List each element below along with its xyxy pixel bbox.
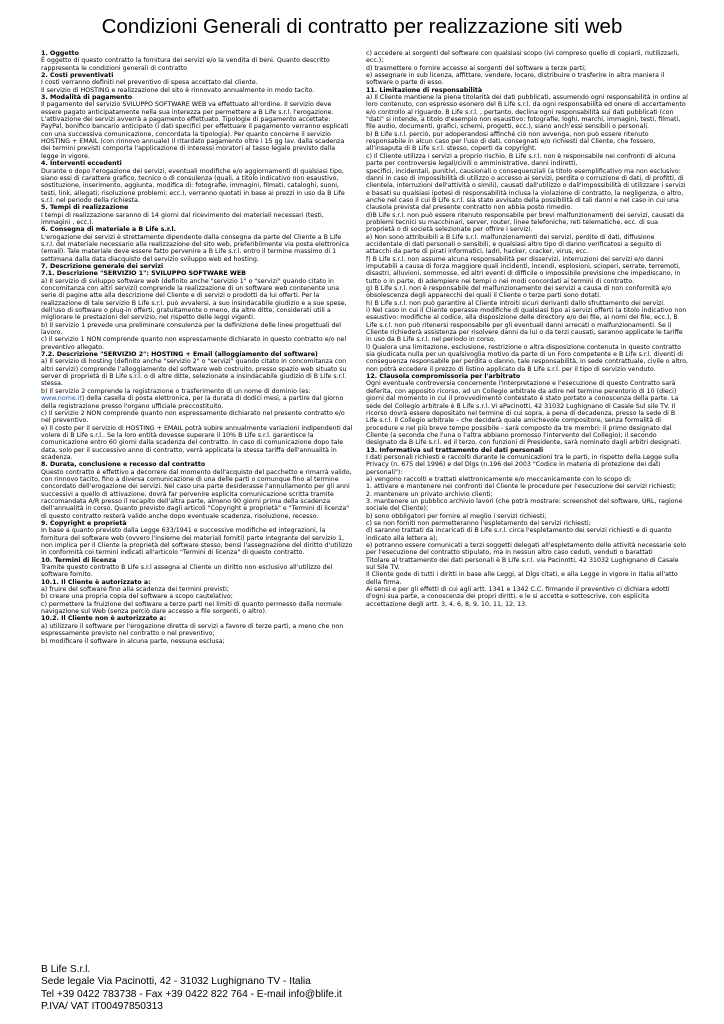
clause-paragraph: c) Il servizio 1 NON comprende quanto non espressamente dichiarato in questo contratto e/o nel preventivo allegato. xyxy=(41,336,347,351)
example-domain-link[interactable]: www.nome.it xyxy=(41,395,82,403)
clause-paragraph: e) assegnare in sub licenza, affittare, vendere, locare, distribuire o trasferire in altra maniera il software o parte di esso. xyxy=(366,72,665,87)
clause-paragraph: Il pagamento del servizio SVILUPPO SOFTWARE WEB va effettuato all'ordine. Il servizio deve essere pagato anticipatamente nella sua interezza per permettere a B Life s.r.l. l'erogazione. L'attivazione dei servizi avverrà a pagamento effettuato. Tipologie di pagamento accettate: PayPal, bonifico bancario anticipato (i dati specifici per effettuare il pagamento verranno esplicati con una successiva comunicazione, concordata la tipologia). Per quanto concerne il servizio HOSTING + EMAIL (con rinnovo annuale) il ritardato pagamento oltre i 15 gg lav. dalla scadenza dei termini previsti comporta l'applicazione di interessi moratori al tasso legale previsto dalla legge in vigore. xyxy=(41,101,349,160)
section-heading: 10.2. Il Cliente non è autorizzato a: xyxy=(41,615,167,623)
contract-column-right xyxy=(366,50,688,608)
clause-paragraph: b) Il servizio 1 prevede una preliminare consulenza per la definizione delle linee progettuali del lavoro. xyxy=(41,321,342,337)
clause-paragraph: a) utilizzare il software per l'erogazione diretta di servizi a favore di terze parti, a meno che non espressamente previsto nel contratto o nel preventivo; xyxy=(41,622,344,638)
clause-paragraph: e) potranno essere comunicati a terzi soggetti delegati all'espletamento delle attività necessarie solo per l'esecuzione del contratto stipulato, ma in nessun altro caso ceduti, venduti o barattati xyxy=(366,542,687,557)
section-heading: 10. Termini di licenza xyxy=(41,556,117,564)
clause-paragraph: l) Qualora una limitazione, esclusione, restrizione o altra disposizione contenuta in questo contratto sia giudicata nulla per un qualsivoglia motivo da parte di un Foro competente e B Life s.r.l. diventi di conseguenza responsabile per perdita o danno, tale responsabilità, in sede contrattuale, civile o altro, non potrà eccedere il prezzo di listino applicato da B Life s.r.l. per il tipo di servizio venduto. xyxy=(366,343,688,373)
clause-paragraph: a) fruire del software fino alla scadenza dei termini previsti; xyxy=(41,586,229,594)
section-heading: 4. Interventi eccedenti xyxy=(41,160,122,168)
clause-paragraph: I tempi di realizzazione saranno di 14 giorni dal ricevimento dei materiali necessari (testi, immagini , ecc.). xyxy=(41,211,324,226)
clause-paragraph: Il Cliente gode di tutti i diritti in base alle Leggi, al Dlgs citati, e alla Legge in vigore in Italia all'atto della firma. xyxy=(366,571,678,586)
clause-paragraph: b) sono obbligatori per fornire al meglio i servizi richiesti; xyxy=(366,512,547,520)
clause-paragraph: c) Il Cliente utilizza i servizi a proprio rischio, B Life s.r.l. non è responsabile nei confronti di alcuna parte per controversie legali/civili o amministrative, danni indiretti, xyxy=(366,152,676,168)
contract-column-left xyxy=(41,50,353,645)
clause-paragraph: Ai sensi e per gli effetti di cui agli artt. 1341 e 1342 C.C. firmando il preventivo ci dichiara edotti d'ogni sua parte, a conoscenza dei propri diritti, e le si accetta e sottoscrive, con esplicita accettazione degli artt. 3, 4, 6, 8, 9, 10, 11, 12, 13. xyxy=(366,586,670,608)
clause-paragraph: e) Il costo per il servizio di HOSTING + EMAIL potrà subire annualmente variazioni indipendenti dal volere di B Life s.r.l.. Se la loro entità dovesse superare il 10% B Life s.r.l. garantisce la comunicazione entro 60 giorni dalla scadenza del contratto. In caso di comunicazione dopo tale data, solo per il successivo anno di contratto, verrà applicata la stessa tariffa dell'annualità in scadenza. xyxy=(41,424,353,461)
clause-paragraph: I costi verranno definiti nel preventivo di spesa accettato dal cliente. xyxy=(41,79,258,87)
page-title: Condizioni Generali di contratto per realizzazione siti web xyxy=(101,15,623,38)
clause-paragraph: e) Non sono attribuibili a B Life s.r.l. malfunzionamenti dei servizi, perdite di dati, diffusione accidentale di dati personali o sensibili, e qualsiasi altro tipo di danno verificatosi a seguito di attacchi da parte di pirati informatici, ladri, hacker, cracker, virus, ecc. xyxy=(366,233,662,256)
clause-paragraph: 1. attivare e mantenere nei confronti del Cliente le procedure per l'esecuzione dei servizi richiesti; xyxy=(366,483,676,491)
section-heading: 7.1. Descrizione "SERVIZIO 1": SVILUPPO SOFTWARE WEB xyxy=(41,270,246,278)
footer-address: Sede legale Via Pacinotti, 42 - 31032 Lughignano TV - Italia xyxy=(41,976,311,988)
section-heading: 7. Descrizione generale dei servizi xyxy=(41,262,164,270)
clause-paragraph: In base a quanto previsto dalla Legge 633/1941 e successive modifiche ed integrazioni, la fornitura del software web (ovvero l'insieme dei materiali forniti) parte integrante del servizio 1, non implica per il Cliente la proprietà del software stesso, bensì l'assegnazione del diritto d'utilizzo in conformità coi termini indicati all'articolo "Termini di licenza" di questo contratto. xyxy=(41,527,353,557)
section-heading: 1. Oggetto xyxy=(41,50,79,57)
section-heading: 3. Modalità di pagamento xyxy=(41,94,133,102)
clause-paragraph: c) accedere ai sorgenti del software con qualsiasi scopo (ivi compreso quello di copiarli, riutilizzarli, ecc.); xyxy=(366,50,680,65)
clause-paragraph: d)B Life s.r.l. non può essere ritenuto responsabile per brevi malfunzionamenti dei servizi, causati da problemi tecnici su macchinari, server, router, linee telefoniche, reti telematiche, ecc. di sua proprietà o di società selezionate per offrire i servizi. xyxy=(366,211,685,234)
section-heading: 7.2. Descrizione "SERVIZIO 2": HOSTING + Email (alloggiamento del software) xyxy=(41,351,318,359)
footer-vat-number: P.IVA/ VAT IT00497850313 xyxy=(41,1001,163,1013)
clause-paragraph: g) B Life s.r.l. non è responsabile del malfunzionamento dei servizi a causa di non conformità e/o obsolescenza degli apparecchi dei quali il Cliente o terze parti sono dotati. xyxy=(366,285,672,300)
footer-company-name: B Life S.r.l. xyxy=(41,964,91,975)
clause-paragraph: a) Il servizio di hosting (definito anche "servizio 2" o "servizi" quando citato in concomitanza con altri servizi) comprende l'alloggiamento del software web costruito, presso spazio web situato su server di proprietà di B Life s.r.l. o di altre ditte, selezionate a insindacabile giudizio di B Life s.r.l. stessa. xyxy=(41,358,347,388)
clause-paragraph: L'erogazione dei servizi è strettamente dipendente dalla consegna da parte del Cliente a B Life s.r.l. del materiale necessario alla realizzazione del sito web, preferibilmente via posta elettronica (email). Tale materiale deve essere fatto pervenire a B Life s.r.l. entro il termine massimo di 1 settimana dalla data diacquisto del servizio sviluppo web ed hosting. xyxy=(41,233,349,263)
clause-paragraph: f) B Life s.r.l. non assume alcuna responsabilità per disservizi, interruzioni dei servizi e/o danni imputabili a causa di forza maggiore quali incidenti, incendi, esplosioni, scioperi, serrate, terremoti, disastri, alluvioni, sommosse, ed altri eventi di difficile o impossibile previsione che impediscano, in tutto o in parte, di adempiere nei tempi o nei modi concordati ai termini di contratto. xyxy=(366,255,681,285)
clause-paragraph: 3. mantenere un pubblico archivio lavori (che potrà mostrare: screenshot del software, URL, ragione sociale del Cliente); xyxy=(366,497,683,513)
clause-paragraph: b) B Life s.r.l. perciò, pur adoperandosi affinché ciò non avvenga, non può essere ritenuto responsabile in alcun caso per l'uso di dati, consegnati e/o richiesti dal Cliente, che fossero, all'insaputa di B Life s.r.l. stesso, coperti da copyright. xyxy=(366,130,656,153)
clause-paragraph: Tramite questo contratto B Life s.r.l assegna al Cliente un diritto non esclusivo all'utilizzo del software fornito. xyxy=(41,564,333,579)
section-heading: 12. Clausola compromissoria per l'arbitrato xyxy=(366,373,521,381)
clause-paragraph: b) Il servizio 2 comprende la registrazione o trasferimento di un nome di dominio (es: www.nome.it) della casella di posta elettronica, per la durata di dodici mesi, a partire dal giorno della registrazione presso l'organo ufficiale preccostituito. xyxy=(41,387,344,410)
company-footer xyxy=(41,964,691,1014)
clause-paragraph: c) se non forniti non permetteranno l'espletamento dei servizi richiesti; xyxy=(366,520,591,527)
section-heading: 13. Informativa sul trattamento dei dati personali xyxy=(366,446,544,454)
clause-paragraph: Il servizio di HOSTING e realizzazione del sito è rinnovato annualmente in modo tacito. xyxy=(41,86,315,94)
clause-paragraph: Ogni eventuale controversia concernente l'interpretazione e l'esecuzione di questo Contratto sarà deferita, con apposito ricorso, ad un Collegio arbitrale da adire nel termine perentorio di 10 (dieci) giorni dal momento in cui il provvedimento contestato è stato portato a conoscenza della parte. La sede del Collegio arbitrale è B Life s.r.l. Vi aPacinotti, 42 31032 Lughignano di Casale Sul sile TV. Il ricorso dovrà essere depositato nel termine di cui sopra, a pena di decadenza, presso la sede di B Life s.r.l. Il Collegio arbitrale – che deciderà quale amichevole compositore, senza formalità di procedure e nel più breve tempo possibile - sarà composto da tre membri: il primo designato dal Cliente (a seconda che l'una o l'altra abbiano promosso l'intervento del Collegio); il secondo designato da B Life s.r.l. ed il terzo, con funzioni di Presidente, sarà nominato dagli arbitri designati. xyxy=(366,380,682,447)
clause-paragraph: I dati personali richiesti e raccolti durante le comunicazioni tra le parti, in rispetto della Legge sulla Privacy (n. 675 del 1996) e del Dlgs (n.196 del 2003 "Codice in materia di protezione dei dati personali"): xyxy=(366,453,679,476)
clause-paragraph: Questo contratto è effettivo a decorrere dal momento dell'acquisto del pacchetto e rimarrà valido, con rinnovo tacito, fino a diversa comunicazione di una delle parti o comunque fino al termine concordato dell'erogazione dei servizi. Nel caso una parte desiderasse l'annullamento per gli anni successivi a quello di attivazione, dovrà far pervenire esplicita comunicazione scritta tramite raccomandata A/R presso il recapito dell'altra parte, almeno 90 giorni prima della scadenza dell'annualità in corso. Quanto previsto dagli articoli "Copyright e proprietà" e "Termini di licenza" di questo contratto resterà valido anche dopo eventuale scadenza, risoluzione, recesso. xyxy=(41,468,352,520)
section-heading: 8. Durata, conclusione e recesso dal contratto xyxy=(41,461,206,469)
clause-paragraph: d) trasmettere o fornire accesso ai sorgenti del software a terze parti; xyxy=(366,64,587,72)
section-heading: 6. Consegna di materiale a B Life s.r.l. xyxy=(41,226,177,234)
section-heading: 5. Tempi di realizzazione xyxy=(41,204,129,212)
section-heading: 11. Limitazione di responsabilità xyxy=(366,86,483,94)
section-heading: 2. Costi preventivati xyxy=(41,72,114,80)
footer-contacts: Tel +39 0422 783738 - Fax +39 0422 822 764 - E-mail info@blife.it xyxy=(41,988,342,1000)
clause-paragraph: a) vengono raccolti e trattati elettronicamente e/o meccanicamente con lo scopo di: xyxy=(366,475,633,483)
clause-paragraph: d) saranno trattati da incaricati di B Life s.r.l. circa l'espletamento dei servizi richiesti e di quanto indicato alla lettera a); xyxy=(366,527,672,542)
clause-paragraph: a) Il servizio di sviluppo software web (definito anche "servizio 1" o "servizi" quando citato in concomitanza con altri servizi) comprende la realizzazione di un software web contenente una serie di pagine atte alla descrizione del Cliente e di servizi o prodotti da lui offerti. Per la realizzazione di tale servizio B Life s.r.l. può avvalersi, a suo insindacabile giudizio e a sue spese, dell'uso di software o plug-in offerti, gratuitamente o meno, da altre ditte, considerati utili a migliorare le prestazioni del servizio, nel rispetto delle leggi vigenti. xyxy=(41,277,347,322)
clause-paragraph: c) permettere la fruizione del software a terze parti nei limiti di quanto permesso dalla normale navigazione sul Web (senza perciò dare accesso a file sorgenti, o altro). xyxy=(41,600,342,616)
clause-paragraph: specifici, incidentali, punitivi, causionali o consequenziali (a titolo esemplificativo ma non esclusivo: danni in caso di impossibilità di utilizzo o accesso ai servizi, perdita o corruzione di dati, di profitti, di clientela, interruzioni dell'attività o simili), causati dall'utilizzo o dall'impossibilità di utilizzare i servizi e basati su qualsiasi ipotesi di responsabilità inclusa la violazione di contratto, la negligenza, o altro, anche nel caso il cui B Life s.r.l. sia stato avvisato della possibilità di tali danni e nel caso in cui una clausola prevista dal presente contratto non abbia posto rimedio. xyxy=(366,167,686,212)
section-heading: 9. Copyright e proprietà xyxy=(41,520,127,527)
section-heading: 10.1. Il Cliente è autorizzato a: xyxy=(41,578,151,586)
clause-paragraph: i) Nel caso in cui il Cliente operasse modifiche di qualsiasi tipo ai servizi offerti (a titolo indicativo non esaustivo: modifiche al codice, alla disposizione delle directory e/o dei file, ai nomi dei file, ecc.), B Life s.r.l. non può ritenersi responsabile per gli eventuali danni arrecati o malfunzionamenti. Se il Cliente richiederà assistenza per risolvere danni da lui o da terzi causati, saranno applicate le tariffe in uso da B Life s.r.l. nel periodo in corso. xyxy=(366,307,687,344)
clause-paragraph: b) creare una propria copia del software a scopo cautelativo; xyxy=(41,593,233,601)
clause-paragraph: h) B Life s.r.l. non può garantire al Cliente introiti sicuri derivanti dallo sfruttamento dei servizi. xyxy=(366,299,666,307)
clause-paragraph: Durante o dopo l'erogazione dei servizi, eventuali modifiche e/o aggiornamenti di qualsiasi tipo, siano essi di carattere grafico, tecnico o di consulenza (quali, a titolo indicativo non esaustivo, sostituzione, inserimento, aggiunta, modifica di: fotografie, immagini, filmati, cataloghi, suoni, testi, link, allegati; risoluzione problemi; ecc.), verranno quotati in base ai prezzi in uso da B Life s.r.l. nel periodo della richiesta. xyxy=(41,167,345,204)
clause-paragraph: È oggetto di questo contratto la fornitura dei servizi e/o la vendita di beni. Quanto descritto rappresenta le condizioni generali di contratto xyxy=(41,57,330,72)
clause-paragraph: b) modificare il software in alcuna parte, nessuna esclusa; xyxy=(41,637,225,645)
clause-paragraph: a) Il Cliente mantiene la piena titolarità dei dati pubblicati, assumendo ogni responsabilità in ordine al loro contenuto, con espresso esonero del B Life s.r.l. da ogni responsabilità ed onere di accertamento e/o controllo al riguardo. B Life s.r.l. , pertanto, declina ogni responsabilità sui dati pubblicati (con "dati" si intende, a titolo d'esempio non esaustivo: fotografie, loghi, marchi, immagini, testi, filmati, file audio, documenti, grafici, schemi, progetti, ecc.), siano anch'essi sensibili o personali. xyxy=(366,94,688,131)
clause-paragraph: Titolare al trattamento dei dati personali è B Life s.r.l. via Pacinotti, 42 31032 Lughignano di Casale sul Sile TV. xyxy=(366,556,679,572)
clause-paragraph: c) Il servizio 2 NON comprende quanto non espressamente dichiarato nel presente contratto e/o nel preventivo. xyxy=(41,409,345,425)
clause-paragraph: 2. mantenere un privato archivio clienti; xyxy=(366,490,493,498)
